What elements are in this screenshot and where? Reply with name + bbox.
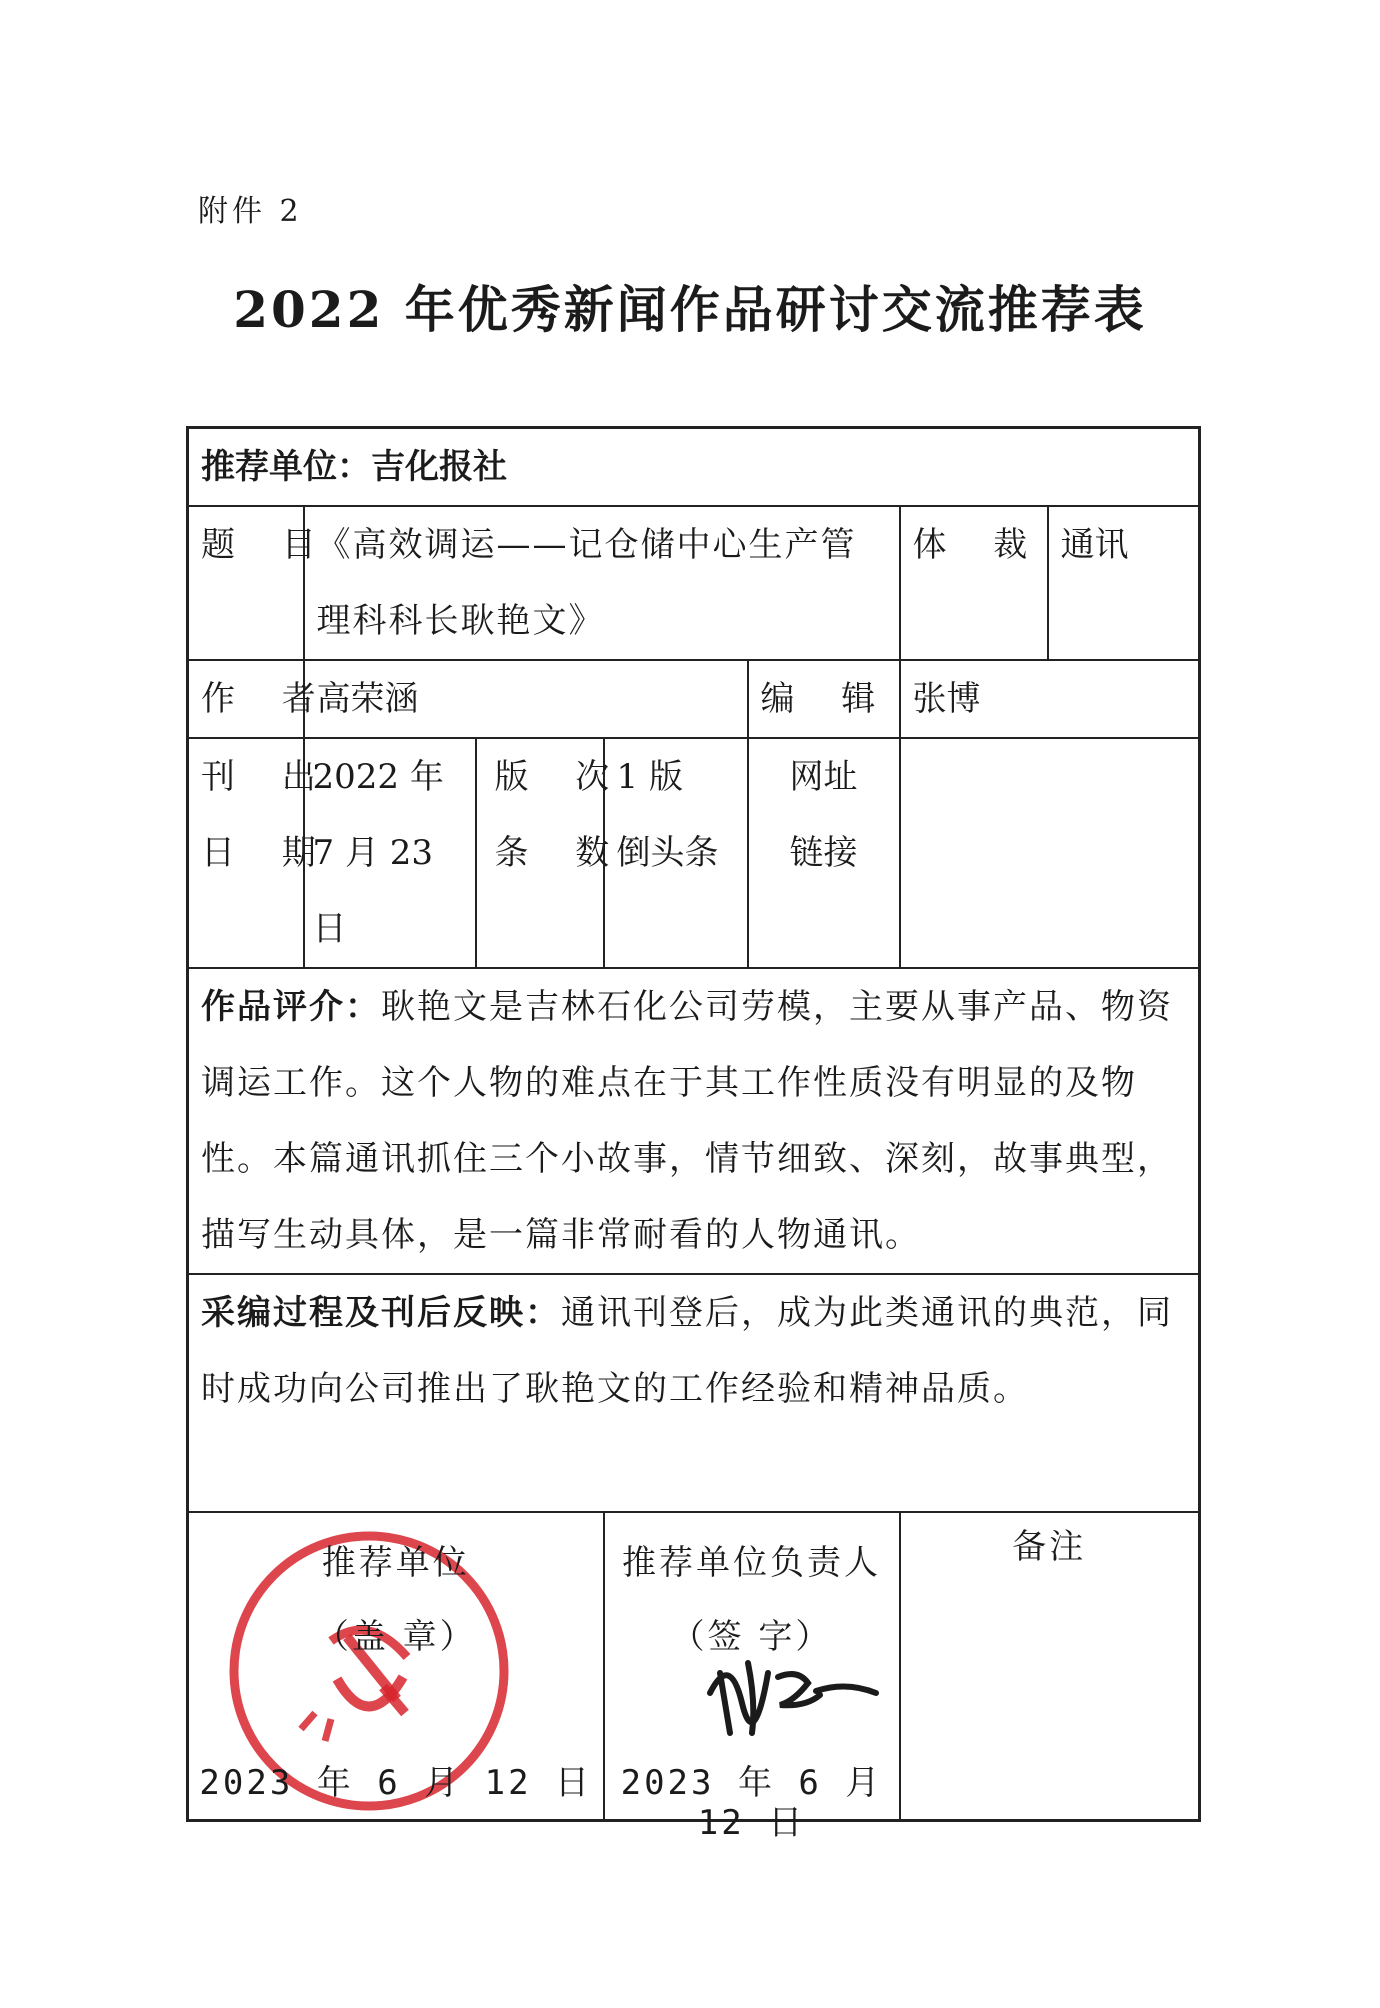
recommender-value: 吉化报社	[371, 447, 507, 487]
url-label-line1: 网址	[789, 757, 858, 797]
recommender-cell	[188, 428, 1200, 507]
process-text: 通讯刊登后，成为此类通讯的典范，同时成功向公司推出了耿艳文的工作经验和精神品质。	[201, 1293, 1173, 1409]
page-title: 2022 年优秀新闻作品研讨交流推荐表	[233, 280, 1147, 339]
publish-date-value-line2: 7 月 23 日	[312, 833, 434, 949]
title-label: 题 目	[188, 506, 304, 660]
evaluation-label: 作品评介：	[201, 987, 381, 1027]
leader-date: 2023 年 6 月 12 日	[620, 1763, 883, 1843]
recommendation-form	[186, 426, 1201, 1843]
page-label	[476, 738, 628, 968]
work-title: 《高效调运——记仓储中心生产管理科科长耿艳文》	[304, 506, 900, 660]
leader-signature-cell	[604, 1512, 900, 1843]
attachment-label: 附件 2	[198, 194, 303, 229]
publish-date-label-line1: 刊 出	[201, 757, 334, 797]
unit-stamp-label: 推荐单位	[321, 1543, 470, 1583]
page-value-line2: 倒头条	[616, 833, 719, 873]
process-cell	[188, 1274, 1200, 1512]
page-label-line2: 条 数	[494, 833, 628, 873]
remarks-cell	[900, 1512, 1200, 1820]
unit-stamp-note: （盖 章）	[314, 1617, 477, 1657]
remarks-label: 备注	[1012, 1527, 1087, 1567]
author-value: 高荣涵	[304, 660, 748, 738]
publish-date-label-line2: 日 期	[201, 833, 334, 873]
page-value	[604, 738, 748, 968]
editor-value: 张博	[900, 660, 1200, 738]
recommender-label: 推荐单位：	[201, 447, 371, 487]
leader-label: 推荐单位负责人	[622, 1543, 881, 1583]
author-label: 作 者	[188, 660, 304, 738]
page-label-line1: 版 次	[494, 757, 628, 797]
publish-date-label	[188, 738, 334, 968]
leader-note: （签 字）	[670, 1617, 833, 1657]
process-label: 采编过程及刊后反映：	[201, 1293, 561, 1333]
genre-label: 体 裁	[900, 506, 1048, 660]
url-value	[900, 738, 1200, 968]
url-label	[748, 738, 900, 968]
page-value-line1: 1 版	[616, 757, 683, 797]
editor-label: 编 辑	[748, 660, 900, 738]
evaluation-text: 耿艳文是吉林石化公司劳模，主要从事产品、物资调运工作。这个人物的难点在于其工作性质没有明显的及物性。本篇通讯抓住三个小故事，情节细致、深刻，故事典型，描写生动具体，是一篇非常耐看的人物通讯。	[201, 987, 1173, 1255]
publish-date-value-line1: 2022 年	[312, 757, 444, 797]
unit-stamp-date: 2023 年 6 月 12 日	[199, 1763, 593, 1803]
evaluation-cell	[188, 968, 1200, 1274]
publish-date-value	[304, 738, 476, 968]
url-label-line2: 链接	[789, 833, 858, 873]
genre-value: 通讯	[1048, 506, 1200, 660]
handwritten-signature-icon	[690, 1633, 890, 1753]
unit-stamp-cell	[188, 1512, 604, 1820]
